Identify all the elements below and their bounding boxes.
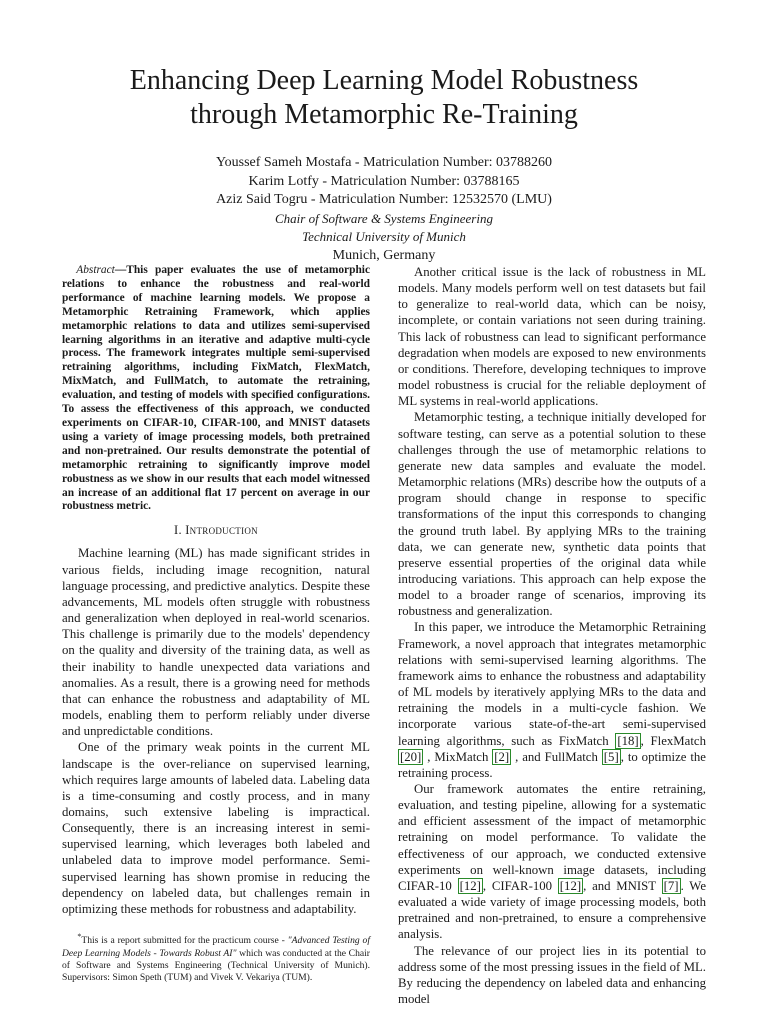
footnote	[62, 931, 370, 985]
body-paragraph-robustness: Another critical issue is the lack of robustness in ML models. Many models perform well on test datasets but fail to generalize to real-world data, which can be noisy, incomplete, or contain variations not seen during training. This lack of robustness can lead to significant performance degradation when models are exposed to new environments or conditions. Therefore, developing techniques to improve model robustness is crucial for the reliable deployment of ML systems in real-world applications.	[398, 265, 706, 409]
footnote-text-after: which was conducted at the Chair of Software and Systems Engineering (Technical University of Munich). Supervisors: Simon Speth (TUM) and Vivek V. Vekariya (TUM).	[62, 947, 370, 984]
author-3: Aziz Said Togru - Matriculation Number: 12532570 (LMU)	[216, 192, 552, 207]
left-column	[62, 264, 370, 985]
citation-link-12-cifar10[interactable]: [12]	[459, 878, 481, 893]
abstract-text: —This paper evaluates the use of metamorphic relations to enhance the robustness and real-world performance of machine learning models. We propose a Metamorphic Retraining Framework, which applies metamorphic relations to data and utilizes semi-supervised learning algorithms in an iterative and adaptive multi-cycle process. The framework integrates multiple semi-supervised retraining algorithms, including FixMatch, FlexMatch, MixMatch, and FullMatch, to automate the retraining, evaluation, and testing of models with specified configurations. To assess the effectiveness of this approach, we conducted experiments on CIFAR-10, CIFAR-100, and MNIST datasets using a variety of image processing models, both pretrained and non-pretrained. Our results demonstrate the potential of metamorphic retraining to significantly improve model robustness as we show in our results that each model witnessed an increase of an additional flat 17 percent on average in our robustness metric.	[62, 264, 370, 513]
title-line-1: Enhancing Deep Learning Model Robustness	[129, 65, 639, 96]
intro-paragraph-2: One of the primary weak points in the current ML landscape is the over-reliance on supervised learning, which requires large amounts of labeled data. Labeling data is a time-consuming and costly process, and in many domains, such extensive labeling is impractical. Consequently, there is an increasing interest in semi-supervised learning, which leverages both labeled and unlabeled data to improve model performance. Semi-supervised learning has shown promise in reducing the dependency on labeled data, but challenges remain in optimizing these methods for robustness and adaptability.	[62, 740, 370, 916]
author-1: Youssef Sameh Mostafa - Matriculation Number: 03788260	[215, 155, 553, 170]
citation-link-12-cifar100[interactable]: [12]	[559, 878, 582, 893]
text-run: , FlexMatch	[640, 733, 706, 748]
section-heading-introduction	[62, 522, 370, 538]
citation-link-18[interactable]: [18]	[617, 733, 639, 748]
right-column	[398, 264, 706, 1007]
text-run: , CIFAR-100	[482, 878, 558, 893]
citation-link-7[interactable]: [7]	[663, 878, 679, 893]
title-line-2: through Metamorphic Re-Training	[190, 99, 578, 130]
intro-paragraph-1: Machine learning (ML) has made significant strides in various fields, including image recognition, natural language processing, and predictive analytics. Despite these advancements, ML models often struggle with robustness and generalization when deployed in real-world scenarios. This challenge is primarily due to the models' dependency on the quality and diversity of the training data, as well as their inability to handle unexpected data variations and anomalies. As a result, there is a growing need for methods that can enhance the robustness and adaptability of ML models, enabling them to perform reliably under diverse and unpredictable conditions.	[62, 546, 370, 739]
text-run: , and MNIST	[583, 878, 662, 893]
footnote-mark: *	[77, 932, 82, 942]
body-paragraph-framework	[398, 619, 706, 781]
citation-link-20[interactable]: [20]	[400, 749, 422, 764]
abstract	[62, 264, 370, 514]
author-2: Karim Lotfy - Matriculation Number: 03788165	[248, 173, 520, 189]
text-run: , and FullMatch	[511, 749, 602, 764]
section-title: Introduction	[185, 523, 258, 538]
citation-link-2[interactable]: [2]	[494, 749, 510, 764]
citation-link-5[interactable]: [5]	[603, 749, 619, 764]
text-run: , MixMatch	[423, 749, 493, 764]
affiliation-chair: Chair of Software & Systems Engineering	[275, 210, 493, 226]
text-run: In this paper, we introduce the Metamorphic Retraining Framework, a novel approach that integrates metamorphic relations with semi-supervised learning algorithms. The framework aims to enhance the robustness and adaptability of ML models by iteratively applying MRs to the data and retraining the models in a multi-cycle fashion. We incorporate various state-of-the-art semi-supervised learning algorithms, such as FixMatch	[398, 620, 706, 748]
text-run: . We evaluated a wide variety of image processing models, both pretrained and non-pretrained, to ensure a comprehensive analysis.	[398, 878, 707, 942]
text-run: Our framework automates the entire retraining, evaluation, and testing pipeline, allowing for a systematic and efficient assessment of the impact of metamorphic retraining on model performance. To validate the effectiveness of our approach, we conducted extensive experiments on well-known image datasets, including CIFAR-10	[398, 782, 706, 893]
body-paragraph-relevance: The relevance of our project lies in its potential to address some of the most pressing issues in the field of ML. By reducing the dependency on labeled data and enhancing model	[398, 943, 706, 1007]
section-number: I.	[174, 523, 182, 538]
text-run: , to optimize the retraining process.	[398, 749, 706, 780]
footnote-text-before: This is a report submitted for the practicum course -	[81, 935, 288, 947]
paper-title	[40, 64, 728, 132]
affiliation-location: Munich, Germany	[332, 247, 436, 263]
abstract-label: Abstract	[76, 264, 115, 276]
body-paragraph-pipeline	[398, 781, 706, 943]
footnote-course: "Advanced Testing of Deep Learning Models - Towards Robust AI"	[62, 935, 370, 959]
author-block	[40, 154, 728, 265]
body-paragraph-metamorphic: Metamorphic testing, a technique initially developed for software testing, can serve as a potential solution to these challenges through the use of metamorphic relations to generate new data samples and evaluate the model. Metamorphic relations (MRs) describe how the outputs of a program should change in response to specific transformations of the input this corresponds to changing the ground truth label. By applying MRs to the training data, we can generate new, synthetic data points that preserve essential properties of the original data while introducing variations. This approach can help expose the model to a broader range of scenarios, improving its robustness and generalization.	[398, 410, 706, 619]
affiliation-university: Technical University of Munich	[302, 229, 466, 244]
